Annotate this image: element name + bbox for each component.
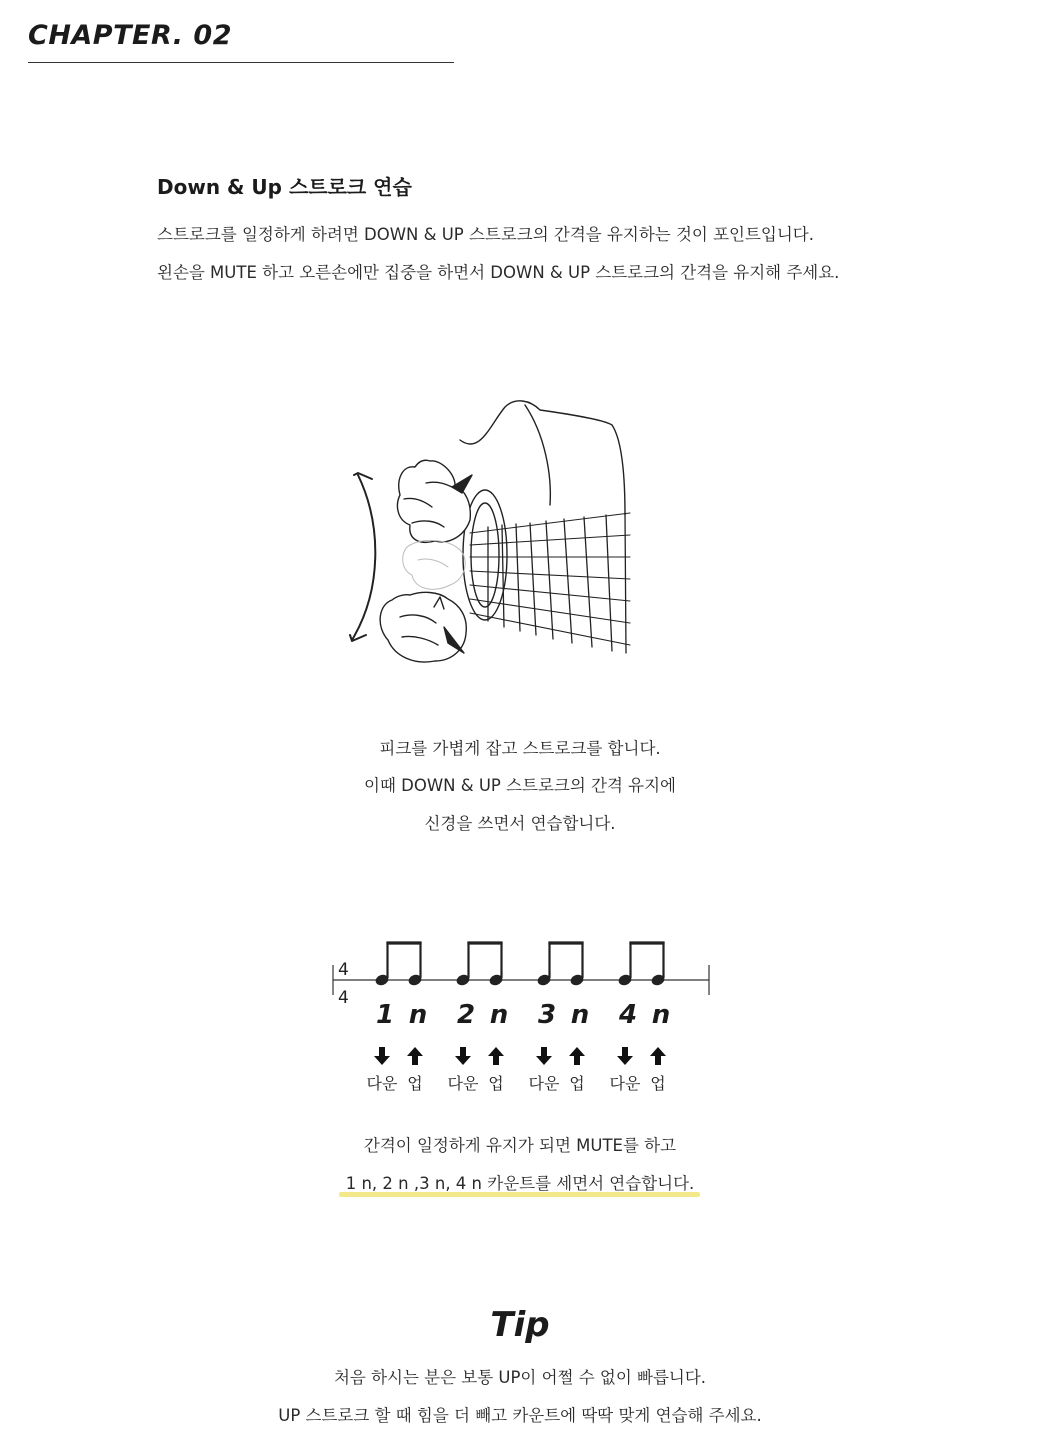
down-arrow-icon (536, 1047, 552, 1065)
tip-title: Tip (490, 1305, 550, 1345)
beat-count-label: 3 (537, 1000, 557, 1030)
time-signature-bottom: 4 (338, 988, 349, 1008)
section-title: Down & Up 스트로크 연습 (157, 175, 412, 199)
beat-and-label: n (408, 1000, 428, 1030)
caption-line: 이때 DOWN & UP 스트로크의 간격 유지에 (364, 776, 676, 795)
practice-line: 1 n, 2 n ,3 n, 4 n 카운트를 세면서 연습합니다. (345, 1174, 695, 1193)
beat-and-label: n (570, 1000, 590, 1030)
time-signature-top: 4 (338, 960, 349, 980)
chapter-divider (28, 62, 454, 63)
caption-line: 신경을 쓰면서 연습합니다. (424, 814, 616, 833)
strumming-hand-guitar-illustration (340, 395, 640, 675)
up-stroke-label: 업 (569, 1074, 585, 1093)
up-stroke-label: 업 (650, 1074, 666, 1093)
practice-line: 간격이 일정하게 유지가 되면 MUTE를 하고 (363, 1136, 677, 1155)
down-stroke-label: 다운 (528, 1074, 560, 1093)
up-arrow-icon (569, 1047, 585, 1065)
down-stroke-label: 다운 (366, 1074, 398, 1093)
beat-and-label: n (489, 1000, 509, 1030)
intro-paragraph: 왼손을 MUTE 하고 오른손에만 집중을 하면서 DOWN & UP 스트로크의 간격을 유지해 주세요. (157, 263, 840, 282)
tip-line: UP 스트로크 할 때 힘을 더 빼고 카운트에 딱딱 맞게 연습해 주세요. (278, 1406, 762, 1425)
beat-count-label: 4 (618, 1000, 638, 1030)
beat-count-label: 2 (456, 1000, 476, 1030)
caption-line: 피크를 가볍게 잡고 스트로크를 합니다. (379, 739, 661, 758)
up-stroke-label: 업 (488, 1074, 504, 1093)
rhythm-notation (325, 935, 725, 1100)
up-arrow-icon (407, 1047, 423, 1065)
up-arrow-icon (650, 1047, 666, 1065)
down-stroke-label: 다운 (609, 1074, 641, 1093)
up-arrow-icon (488, 1047, 504, 1065)
down-arrow-icon (455, 1047, 471, 1065)
chapter-heading: CHAPTER. 02 (28, 20, 232, 51)
tip-line: 처음 하시는 분은 보통 UP이 어쩔 수 없이 빠릅니다. (333, 1368, 707, 1387)
down-stroke-label: 다운 (447, 1074, 479, 1093)
up-stroke-label: 업 (407, 1074, 423, 1093)
down-arrow-icon (617, 1047, 633, 1065)
down-arrow-icon (374, 1047, 390, 1065)
intro-paragraph: 스트로크를 일정하게 하려면 DOWN & UP 스트로크의 간격을 유지하는 것이 포인트입니다. (157, 225, 814, 244)
beat-and-label: n (651, 1000, 671, 1030)
beat-count-label: 1 (375, 1000, 395, 1030)
